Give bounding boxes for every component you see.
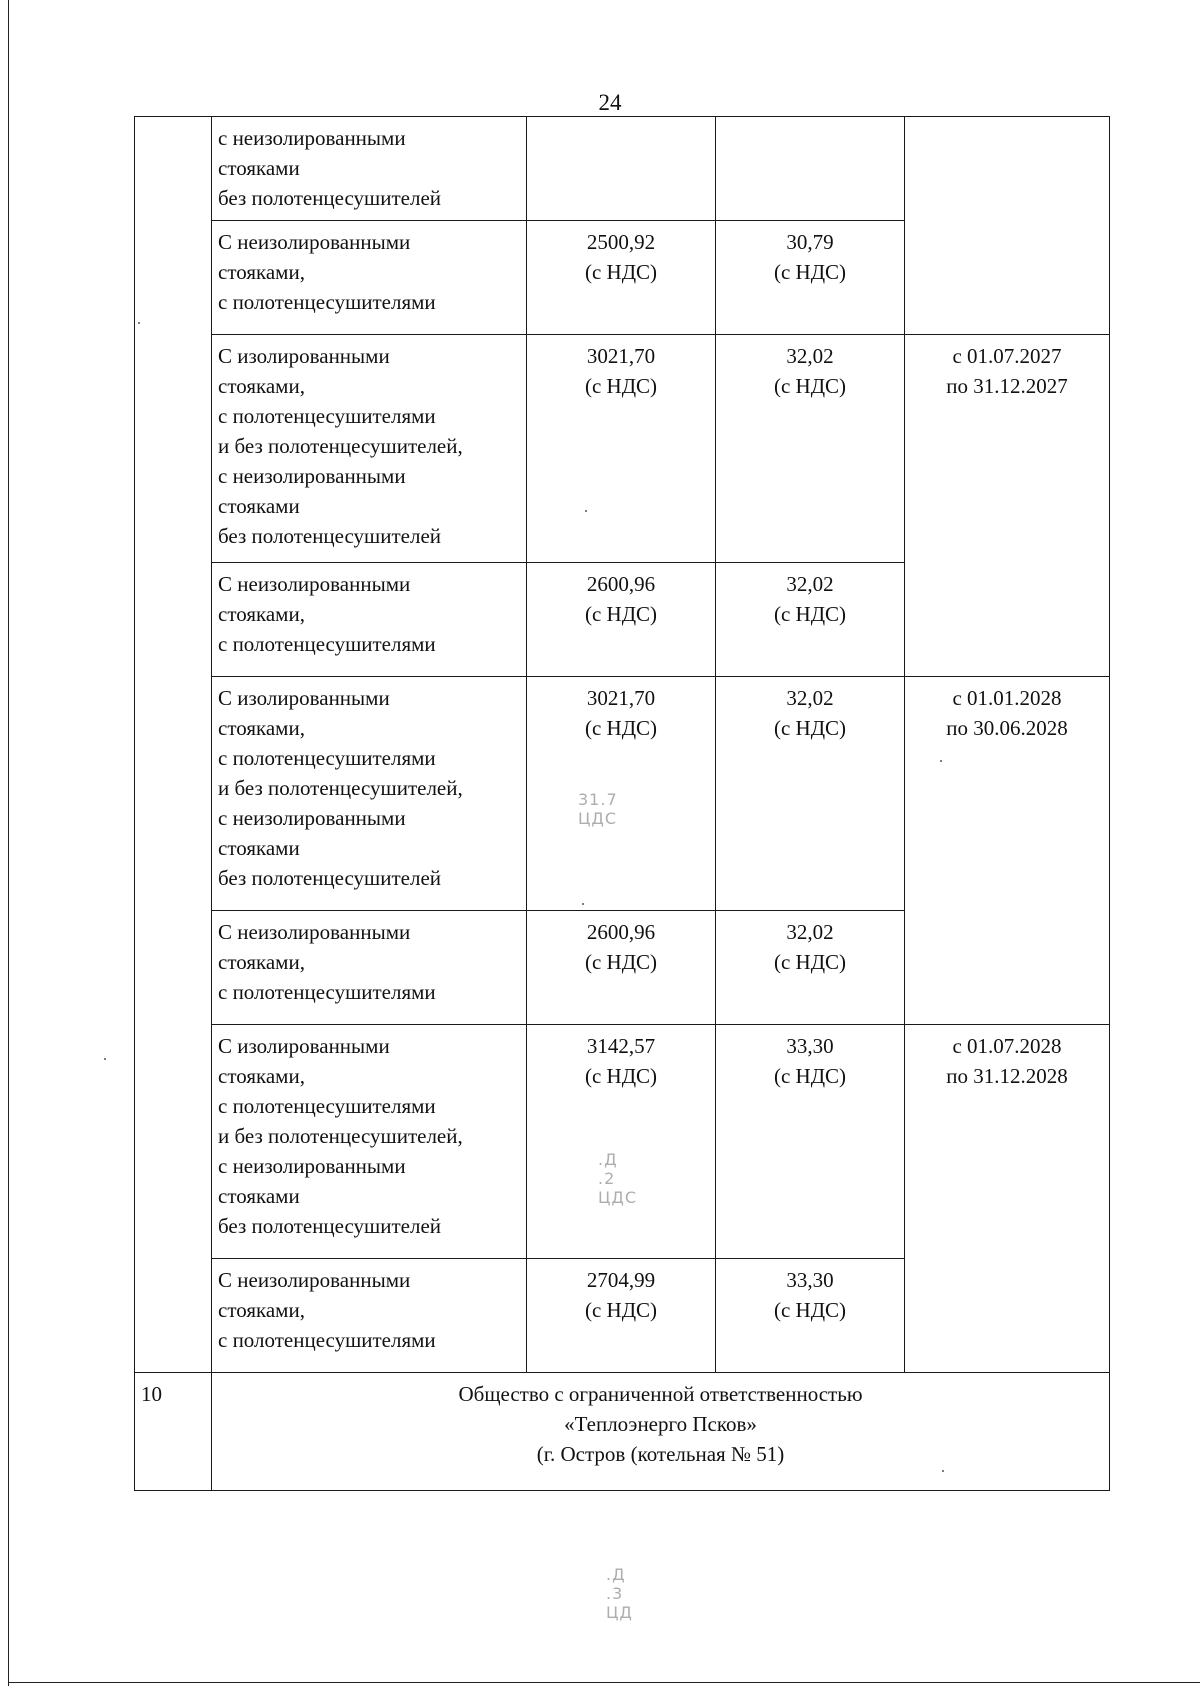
tariff-1-cell — [527, 117, 716, 221]
period-cell: с 01.07.2028 по 31.12.2028 — [905, 1025, 1110, 1373]
tariff-table — [134, 116, 1110, 1491]
scan-speck — [942, 1470, 944, 1472]
tariff-1-cell: 2600,96 (с НДС) — [527, 563, 716, 677]
tariff-2-cell: 33,30 (с НДС) — [716, 1025, 905, 1259]
scan-speck — [585, 510, 587, 512]
description-cell: С изолированными стояками, с полотенцесушителями и без полотенцесушителей, с неизолированными стояками без полотенцесушителей — [212, 335, 527, 563]
period-cell: с 01.01.2028 по 30.06.2028 — [905, 677, 1110, 1025]
table-row — [135, 335, 1110, 563]
description-cell: С неизолированными стояками, с полотенцесушителями — [212, 911, 527, 1025]
tariff-1-cell: 3021,70 (с НДС) — [527, 335, 716, 563]
period-cell — [905, 117, 1110, 335]
bleed-through-mark: .Д .3 ЦД — [606, 1565, 633, 1622]
bleed-through-mark: .Д .2 ЦДС — [598, 1150, 638, 1207]
description-cell: С изолированными стояками, с полотенцесушителями и без полотенцесушителей, с неизолированными стояками без полотенцесушителей — [212, 677, 527, 911]
period-cell: с 01.07.2027 по 31.12.2027 — [905, 335, 1110, 677]
tariff-2-cell: 32,02 (с НДС) — [716, 563, 905, 677]
scan-border-bottom — [8, 1682, 1200, 1683]
tariff-2-cell: 32,02 (с НДС) — [716, 335, 905, 563]
page-number: 24 — [598, 90, 622, 115]
scan-border-left — [8, 0, 9, 1686]
tariff-2-cell — [716, 117, 905, 221]
scan-speck — [138, 322, 140, 324]
tariff-1-cell: 2500,92 (с НДС) — [527, 221, 716, 335]
bleed-through-mark: 31.7 ЦДС — [578, 790, 618, 828]
organization-row — [135, 1373, 1110, 1491]
table-row — [135, 117, 1110, 221]
description-cell: С неизолированными стояками, с полотенцесушителями — [212, 221, 527, 335]
organization-name-cell: Общество с ограниченной ответственностью «Теплоэнерго Псков» (г. Остров (котельная № 51) — [212, 1373, 1110, 1491]
scan-speck — [940, 760, 942, 762]
scan-speck — [582, 903, 584, 905]
description-cell: С неизолированными стояками, с полотенцесушителями — [212, 563, 527, 677]
table-row — [135, 677, 1110, 911]
tariff-2-cell: 30,79 (с НДС) — [716, 221, 905, 335]
description-cell: С изолированными стояками, с полотенцесушителями и без полотенцесушителей, с неизолированными стояками без полотенцесушителей — [212, 1025, 527, 1259]
tariff-2-cell: 33,30 (с НДС) — [716, 1259, 905, 1373]
table-row — [135, 1025, 1110, 1259]
tariff-1-cell: 2600,96 (с НДС) — [527, 911, 716, 1025]
tariff-2-cell: 32,02 (с НДС) — [716, 677, 905, 911]
row-number-cell: 10 — [135, 1373, 212, 1491]
description-cell: с неизолированными стояками без полотенцесушителей — [212, 117, 527, 221]
scan-speck — [104, 1058, 106, 1060]
tariff-1-cell: 3021,70 (с НДС) — [527, 677, 716, 911]
tariff-1-cell: 2704,99 (с НДС) — [527, 1259, 716, 1373]
tariff-1-cell: 3142,57 (с НДС) — [527, 1025, 716, 1259]
tariff-2-cell: 32,02 (с НДС) — [716, 911, 905, 1025]
row-number-cell — [135, 117, 212, 1373]
description-cell: С неизолированными стояками, с полотенцесушителями — [212, 1259, 527, 1373]
